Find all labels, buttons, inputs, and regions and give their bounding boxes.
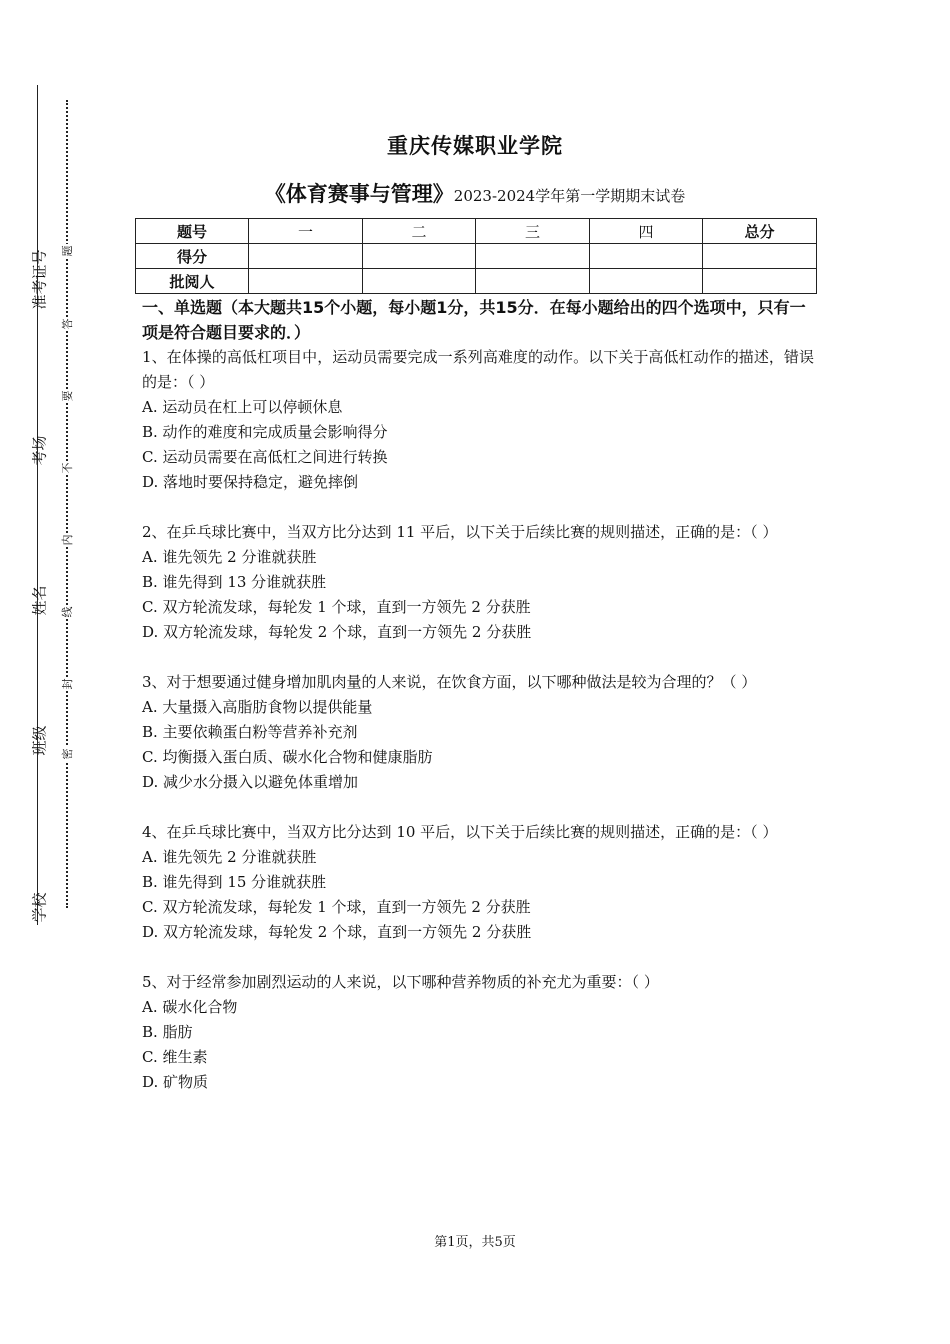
question-1 [142,345,814,495]
reviewer-cell[interactable] [363,269,476,294]
option-c: C. 维生素 [142,1048,208,1066]
page-number: 第1页，共5页 [434,1235,516,1250]
score-table-header-row [136,219,817,244]
option-b: B. 主要依赖蛋白粉等营养补充剂 [142,723,358,741]
binding-dotted-line [66,100,68,908]
row-label-reviewer: 批阅人 [136,269,249,294]
table-header-cell: 一 [249,219,363,244]
question-stem: 3、对于想要通过健身增加肌肉量的人来说，在饮食方面，以下哪种做法是较为合理的？（ ） [142,673,757,691]
option-a: A. 大量摄入高脂肪食物以提供能量 [142,698,373,716]
option-d: D. 矿物质 [142,1073,209,1091]
label-class: 班级 [30,725,49,756]
question-stem: 5、对于经常参加剧烈运动的人来说，以下哪种营养物质的补充尤为重要：（ ） [142,973,659,991]
table-header-cell: 三 [476,219,590,244]
option-a: A. 碳水化合物 [142,998,238,1016]
exam-title [0,178,950,208]
seal-char: 要 [61,390,74,402]
option-c: C. 运动员需要在高低杠之间进行转换 [142,448,388,466]
exam-content [142,295,814,1095]
option-d: D. 减少水分摄入以避免体重增加 [142,773,359,791]
option-b: B. 脂肪 [142,1023,193,1041]
option-c: C. 均衡摄入蛋白质、碳水化合物和健康脂肪 [142,748,433,766]
table-header-cell: 题号 [136,219,249,244]
option-d: D. 双方轮流发球，每轮发 2 个球，直到一方领先 2 分获胜 [142,623,532,641]
course-title: 《体育赛事与管理》 [264,182,454,206]
label-school: 学校 [30,892,49,923]
option-a: A. 谁先领先 2 分谁就获胜 [142,848,317,866]
term-title: 2023-2024学年第一学期期末试卷 [453,187,686,205]
option-d: D. 双方轮流发球，每轮发 2 个球，直到一方领先 2 分获胜 [142,923,532,941]
seal-char: 线 [61,606,74,618]
option-a: A. 运动员在杠上可以停顿休息 [142,398,343,416]
label-exam-number: 准考证号 [30,249,49,310]
binding-solid-line [37,85,38,925]
reviewer-cell[interactable] [476,269,590,294]
table-header-cell: 二 [363,219,476,244]
option-c: C. 双方轮流发球，每轮发 1 个球，直到一方领先 2 分获胜 [142,898,531,916]
section-title: 一、单选题（本大题共15个小题，每小题1分，共15分．在每小题给出的四个选项中，只有一项是符合题目要求的．） [142,298,806,342]
question-stem: 2、在乒乓球比赛中，当双方比分达到 11 平后，以下关于后续比赛的规则描述，正确的是：（ ） [142,523,778,541]
label-name: 姓名 [30,585,49,616]
reviewer-cell[interactable] [590,269,703,294]
seal-char: 密 [61,748,74,760]
question-4 [142,820,814,945]
score-cell[interactable] [476,244,590,269]
question-2 [142,520,814,645]
seal-char: 不 [61,462,74,474]
score-cell[interactable] [363,244,476,269]
score-row [136,244,817,269]
option-a: A. 谁先领先 2 分谁就获胜 [142,548,317,566]
question-3 [142,670,814,795]
option-b: B. 谁先得到 13 分谁就获胜 [142,573,327,591]
option-b: B. 谁先得到 15 分谁就获胜 [142,873,327,891]
score-cell[interactable] [703,244,817,269]
table-header-cell: 四 [590,219,703,244]
score-cell[interactable] [590,244,703,269]
row-label-score: 得分 [136,244,249,269]
option-d: D. 落地时要保持稳定，避免摔倒 [142,473,359,491]
question-5 [142,970,814,1095]
reviewer-cell[interactable] [703,269,817,294]
seal-char: 内 [61,534,74,546]
score-cell[interactable] [249,244,363,269]
seal-char: 答 [61,318,74,330]
option-c: C. 双方轮流发球，每轮发 1 个球，直到一方领先 2 分获胜 [142,598,531,616]
score-table [135,218,817,294]
label-exam-room: 考场 [30,435,49,466]
option-b: B. 动作的难度和完成质量会影响得分 [142,423,388,441]
seal-char: 封 [61,678,74,690]
seal-char: 题 [61,245,74,257]
question-stem: 1、在体操的高低杠项目中，运动员需要完成一系列高难度的动作。以下关于高低杠动作的描述，错误的是：（ ） [142,348,814,391]
reviewer-row [136,269,817,294]
table-header-cell: 总分 [703,219,817,244]
question-stem: 4、在乒乓球比赛中，当双方比分达到 10 平后，以下关于后续比赛的规则描述，正确的是：（ ） [142,823,778,841]
reviewer-cell[interactable] [249,269,363,294]
school-name: 重庆传媒职业学院 [387,134,563,158]
